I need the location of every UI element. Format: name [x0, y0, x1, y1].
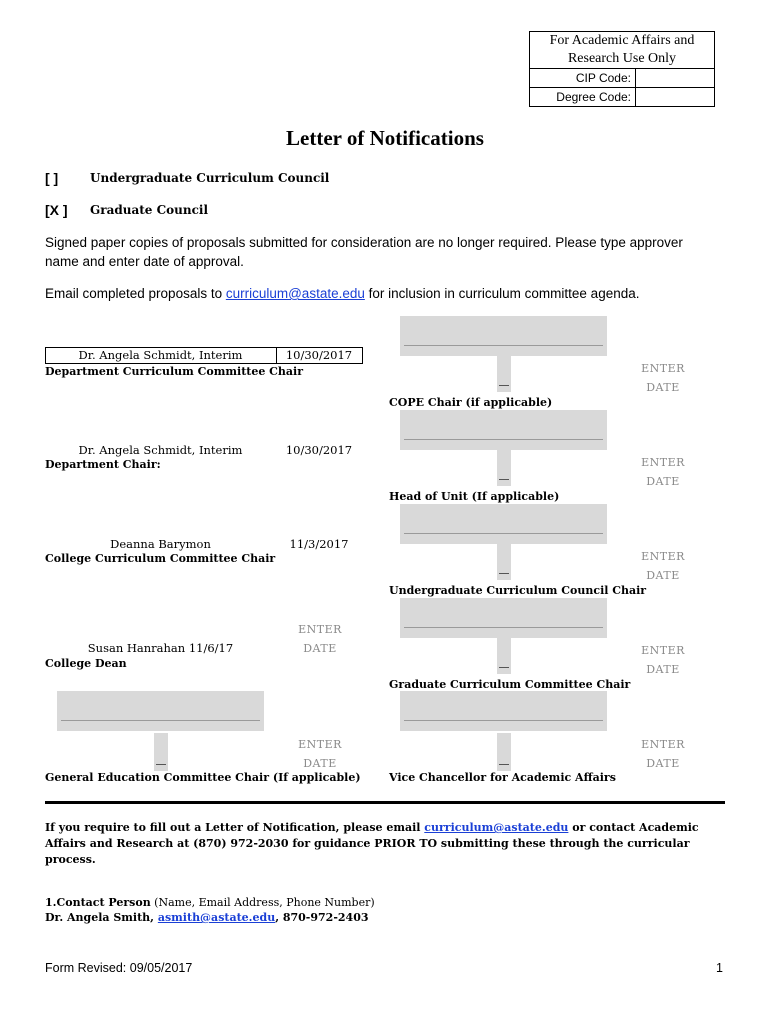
- gcc-signature-field[interactable]: [400, 598, 607, 638]
- enter-date-line1: ENTER: [298, 738, 342, 751]
- vc-role: Vice Chancellor for Academic Affairs: [389, 771, 616, 784]
- vc-signature-field[interactable]: [400, 691, 607, 731]
- enter-date-line1: ENTER: [641, 550, 685, 563]
- cope-date-field[interactable]: [497, 356, 511, 392]
- enter-date-line1: ENTER: [641, 456, 685, 469]
- form-revised-date: Form Revised: 09/05/2017: [45, 961, 193, 975]
- college-dean-role: College Dean: [45, 657, 127, 670]
- undergrad-council-label: Undergraduate Curriculum Council: [90, 171, 330, 185]
- ucc-signature-field[interactable]: [400, 504, 607, 544]
- dept-curriculum-date[interactable]: 10/30/2017: [285, 348, 353, 362]
- contact-email-link[interactable]: asmith@astate.edu: [157, 911, 276, 924]
- cip-code-row: [530, 69, 714, 88]
- gen-ed-role: General Education Committee Chair (If applicable): [45, 771, 361, 784]
- cip-code-label: CIP Code:: [530, 69, 636, 87]
- cip-code-field[interactable]: [636, 69, 714, 87]
- guidance-paragraph: [45, 820, 725, 868]
- ucc-role: Undergraduate Curriculum Council Chair: [389, 584, 647, 597]
- enter-date-line2: DATE: [646, 381, 680, 394]
- enter-date-line2: DATE: [303, 757, 337, 770]
- gcc-date-field[interactable]: [497, 638, 511, 674]
- dept-chair-signer[interactable]: Dr. Angela Schmidt, Interim: [78, 443, 243, 457]
- vc-date-field[interactable]: [497, 733, 511, 771]
- dept-curriculum-role: Department Curriculum Committee Chair: [45, 365, 304, 378]
- enter-date-line2: DATE: [303, 642, 337, 655]
- email-suffix: for inclusion in curriculum committee agenda.: [364, 286, 640, 301]
- enter-date-line1: ENTER: [641, 644, 685, 657]
- contact-heading: [45, 896, 375, 909]
- college-curriculum-signer[interactable]: Deanna Barymon: [110, 537, 211, 551]
- gcc-enter-date[interactable]: [638, 641, 688, 679]
- curriculum-email-link[interactable]: curriculum@astate.edu: [225, 286, 365, 301]
- enter-date-line1: ENTER: [641, 738, 685, 751]
- head-of-unit-date-field[interactable]: [497, 450, 511, 486]
- section-divider: [45, 801, 725, 804]
- guidance-prefix: If you require to fill out a Letter of Notification, please email: [45, 821, 425, 834]
- office-use-box: [529, 31, 715, 107]
- degree-code-row: [530, 88, 714, 106]
- dept-chair-role: Department Chair:: [45, 458, 161, 471]
- guidance-email-link[interactable]: curriculum@astate.edu: [424, 821, 569, 834]
- contact-phone: , 870-972-2403: [275, 911, 369, 924]
- enter-date-line2: DATE: [646, 569, 680, 582]
- head-of-unit-role: Head of Unit (If applicable): [389, 490, 560, 503]
- vc-enter-date[interactable]: [638, 735, 688, 773]
- undergrad-council-checkbox[interactable]: [ ]: [45, 170, 59, 186]
- page-title: Letter of Notifications: [286, 126, 484, 150]
- office-use-heading: For Academic Affairs and Research Use Only: [530, 32, 714, 69]
- college-curriculum-date[interactable]: 11/3/2017: [289, 537, 349, 551]
- enter-date-line2: DATE: [646, 663, 680, 676]
- cope-enter-date[interactable]: [638, 359, 688, 397]
- dept-chair-date[interactable]: 10/30/2017: [285, 443, 353, 457]
- degree-code-label: Degree Code:: [530, 88, 636, 106]
- head-of-unit-enter-date[interactable]: [638, 453, 688, 491]
- degree-code-field[interactable]: [636, 88, 714, 106]
- enter-date-line2: DATE: [646, 475, 680, 488]
- enter-date-line1: ENTER: [298, 623, 342, 636]
- contact-name: Dr. Angela Smith,: [45, 911, 158, 924]
- gen-ed-signature-field[interactable]: [57, 691, 264, 731]
- dept-curriculum-signer[interactable]: Dr. Angela Schmidt, Interim: [78, 348, 243, 362]
- cope-signature-field[interactable]: [400, 316, 607, 356]
- ucc-date-field[interactable]: [497, 544, 511, 580]
- head-of-unit-signature-field[interactable]: [400, 410, 607, 450]
- cope-role: COPE Chair (if applicable): [389, 396, 553, 409]
- college-dean-enter-date[interactable]: [295, 620, 345, 658]
- guidance-suffix: or contact Academic Affairs and Research at (870) 972-2030 for guidance PRIOR TO submitting these through the curricular process.: [45, 821, 699, 866]
- gcc-role: Graduate Curriculum Committee Chair: [389, 678, 631, 691]
- contact-details: [45, 911, 369, 924]
- gen-ed-enter-date[interactable]: [295, 735, 345, 773]
- contact-heading-note: (Name, Email Address, Phone Number): [150, 896, 375, 909]
- college-dean-signer[interactable]: Susan Hanrahan 11/6/17: [87, 641, 234, 655]
- ucc-enter-date[interactable]: [638, 547, 688, 585]
- gen-ed-date-field[interactable]: [154, 733, 168, 771]
- email-prefix: Email completed proposals to: [45, 286, 226, 301]
- grad-council-checkbox[interactable]: [X ]: [45, 202, 68, 218]
- college-curriculum-role: College Curriculum Committee Chair: [45, 552, 276, 565]
- grad-council-label: Graduate Council: [90, 203, 209, 217]
- enter-date-line2: DATE: [646, 757, 680, 770]
- instructions-paragraph: Signed paper copies of proposals submitted for consideration are no longer required. Please type approver name and enter date of approval.: [45, 235, 683, 269]
- contact-heading-label: 1.Contact Person: [45, 896, 151, 909]
- email-instructions: [45, 284, 715, 303]
- page-number: 1: [716, 961, 723, 975]
- enter-date-line1: ENTER: [641, 362, 685, 375]
